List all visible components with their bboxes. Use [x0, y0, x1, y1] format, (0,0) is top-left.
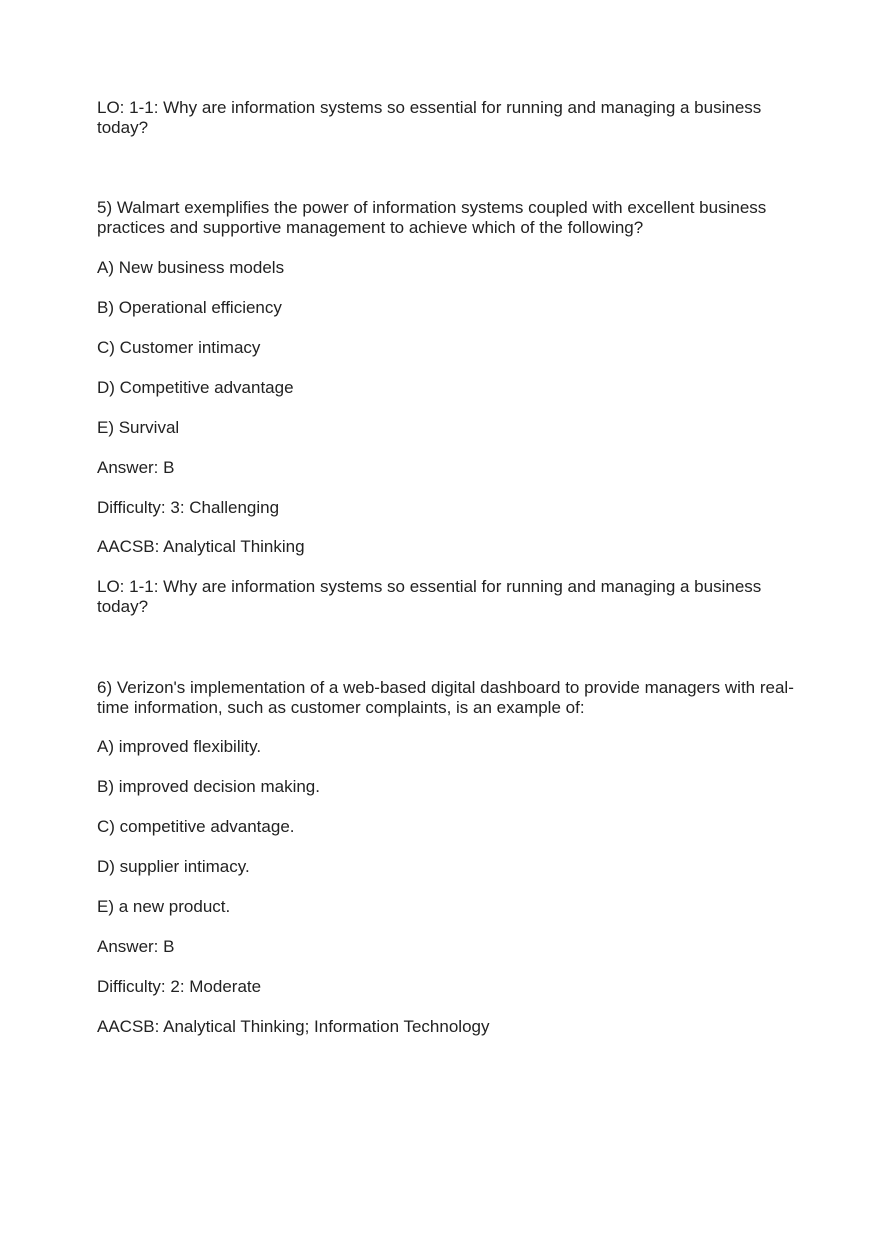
question-5-answer: Answer: B [97, 458, 175, 477]
learning-objective-intro: LO: 1-1: Why are information systems so essential for running and managing a business today? [97, 98, 767, 137]
question-6-aacsb: AACSB: Analytical Thinking; Information Technology [97, 1017, 490, 1036]
question-6-option-b: B) improved decision making. [97, 777, 320, 796]
question-5-option-d: D) Competitive advantage [97, 378, 294, 397]
question-5-option-a: A) New business models [97, 258, 285, 277]
question-5-stem: 5) Walmart exemplifies the power of information systems coupled with excellent business practices and supportive management to achieve which of the following? [97, 198, 772, 237]
question-6-answer: Answer: B [97, 937, 175, 956]
question-6-option-e: E) a new product. [97, 897, 231, 916]
question-6-difficulty: Difficulty: 2: Moderate [97, 977, 262, 996]
question-5-option-e: E) Survival [97, 418, 180, 437]
question-5-learning-objective: LO: 1-1: Why are information systems so essential for running and managing a business today? [97, 577, 767, 616]
question-5-option-b: B) Operational efficiency [97, 298, 282, 317]
question-6-option-a: A) improved flexibility. [97, 737, 262, 756]
question-5-option-c: C) Customer intimacy [97, 338, 261, 357]
question-6-stem: 6) Verizon's implementation of a web-based digital dashboard to provide managers with real-time information, such as customer complaints, is an example of: [97, 678, 794, 717]
question-6-option-c: C) competitive advantage. [97, 817, 295, 836]
question-5-difficulty: Difficulty: 3: Challenging [97, 498, 280, 517]
question-6-option-d: D) supplier intimacy. [97, 857, 250, 876]
question-5-aacsb: AACSB: Analytical Thinking [97, 537, 305, 556]
